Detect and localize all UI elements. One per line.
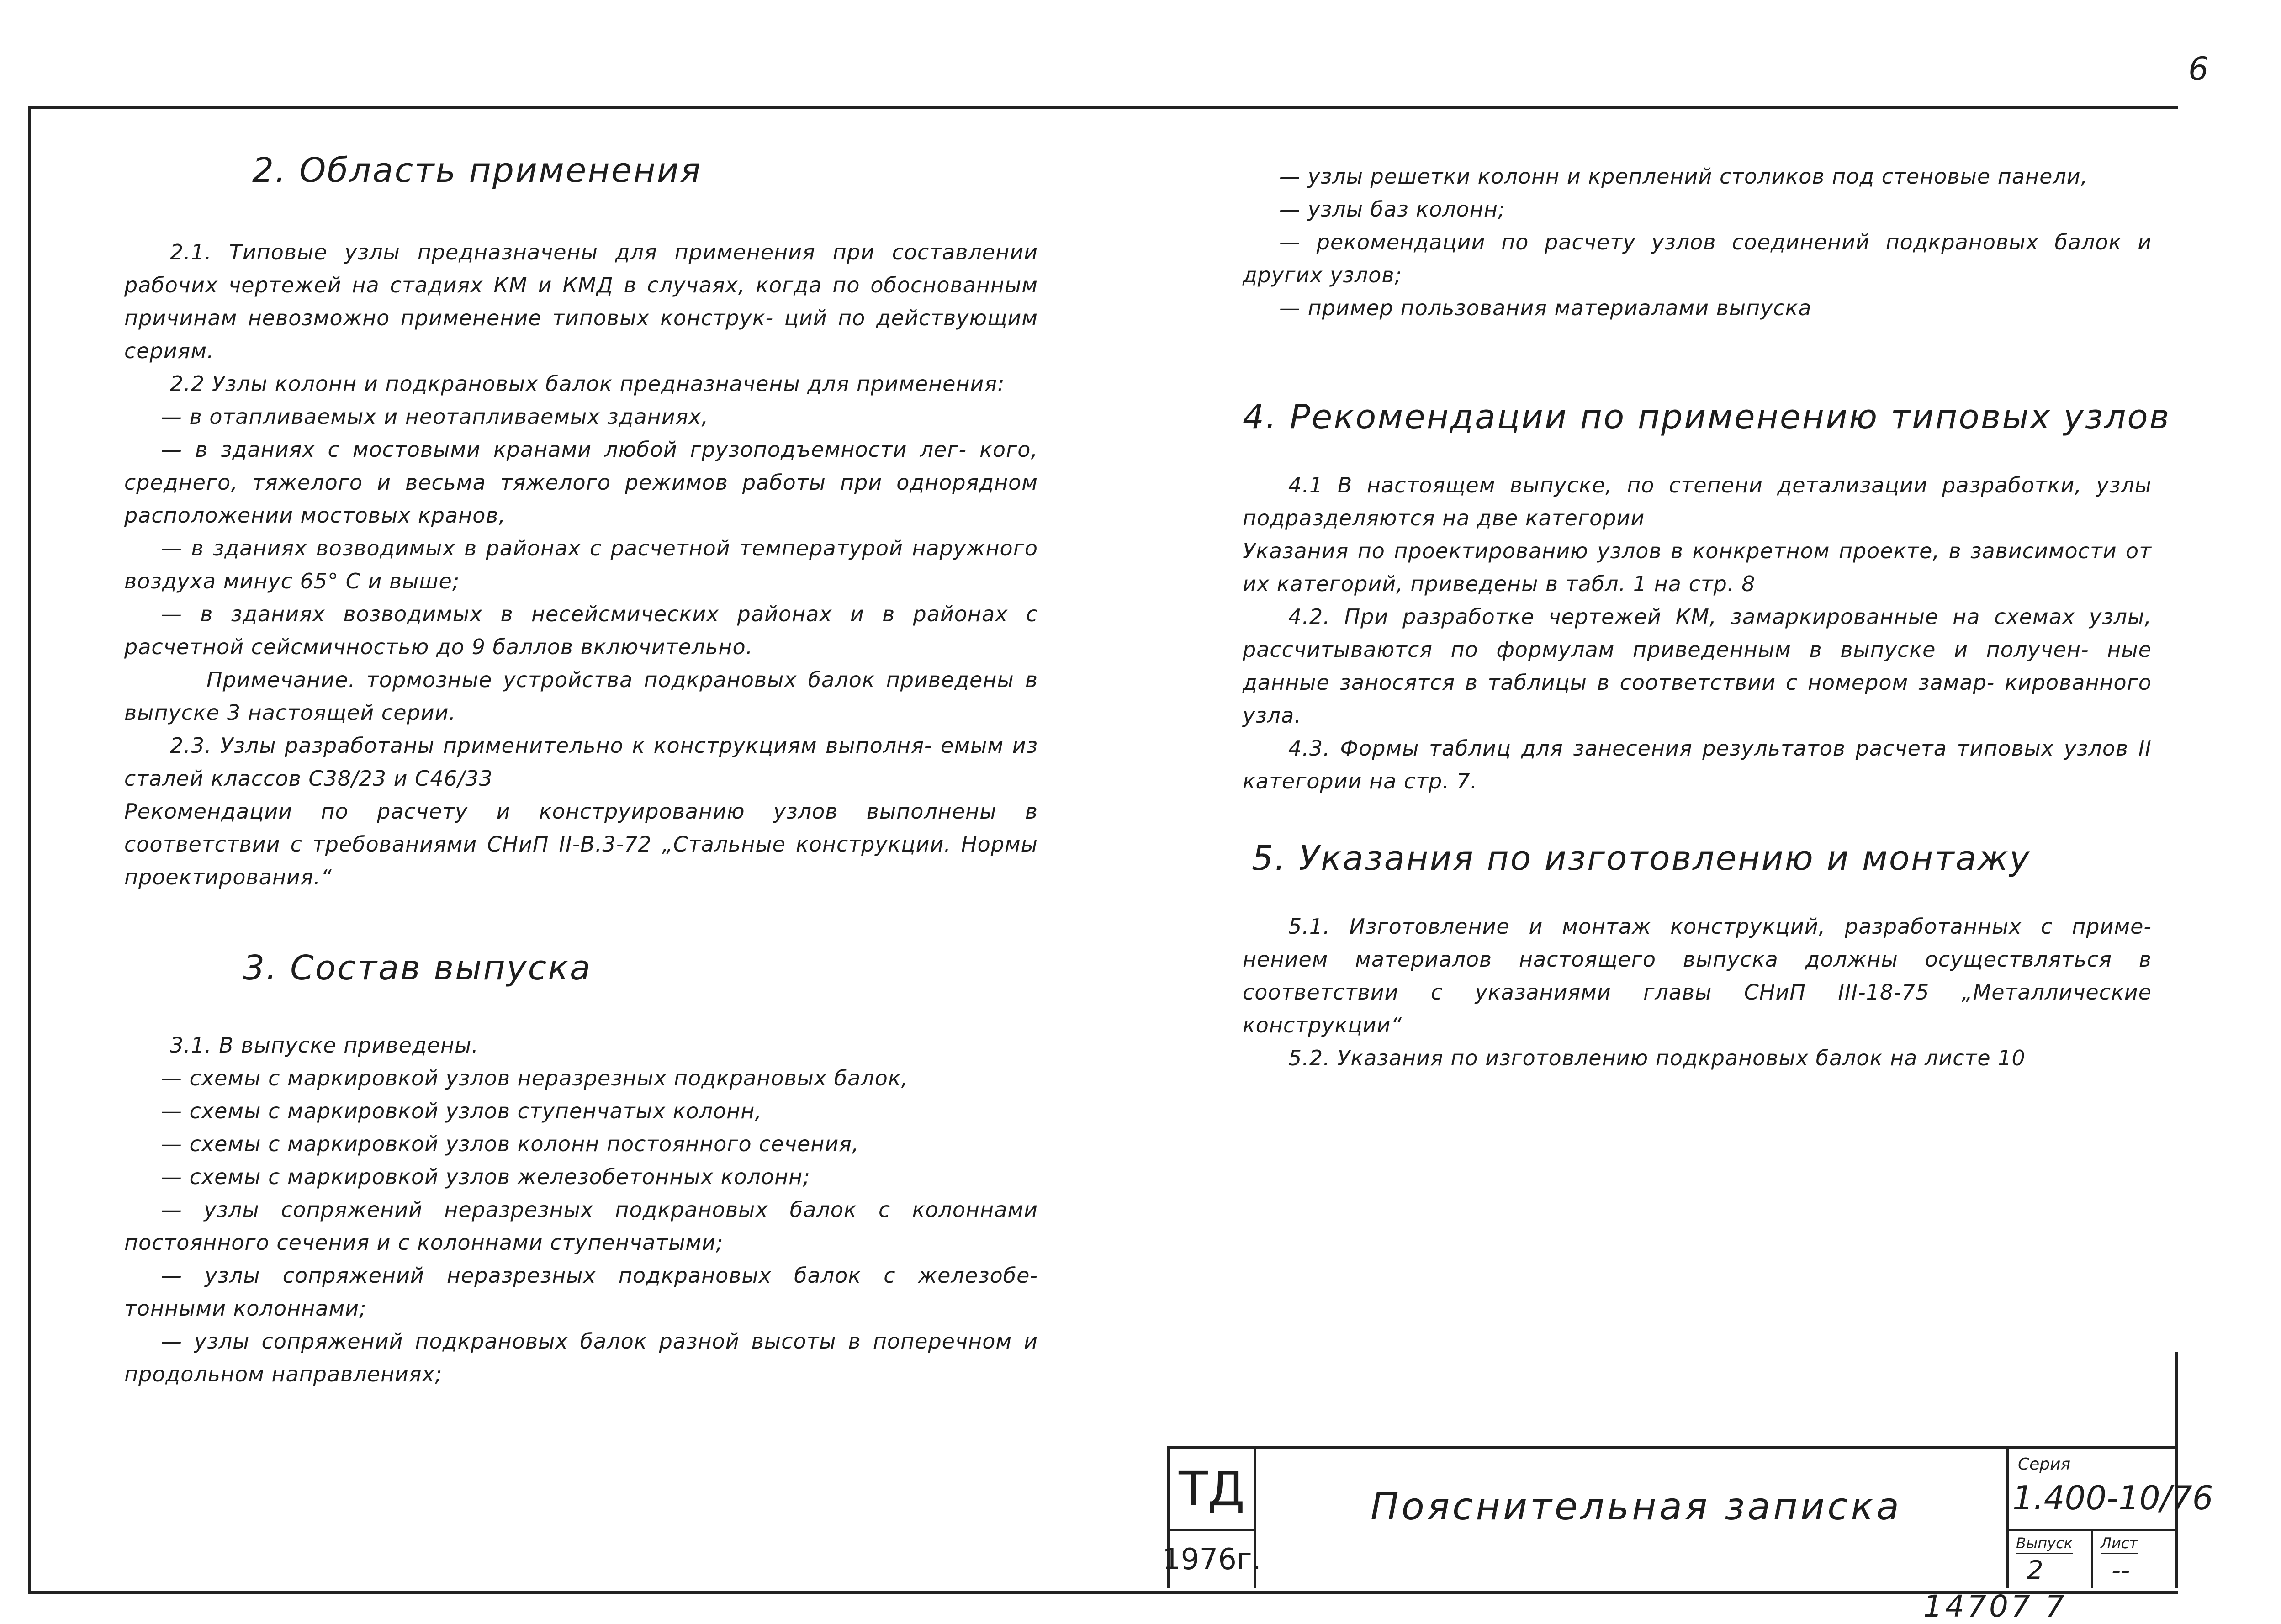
list-item: — в зданиях возводимых в несейсмических районах и в районах с расчетной сейсмичностью до 9 баллов включительно. bbox=[124, 602, 1038, 659]
issue-cell bbox=[2006, 1531, 2091, 1588]
list-item: — в отапливаемых и неотапливаемых зданиях, bbox=[161, 404, 709, 429]
paragraph-3-1: 3.1. В выпуске приведены. bbox=[170, 1033, 479, 1058]
list-item: — схемы с маркировкой узлов ступенчатых колонн, bbox=[161, 1099, 762, 1123]
right-column bbox=[1243, 160, 2171, 1074]
top-page-number: 6 bbox=[2188, 50, 2209, 88]
paragraph-2-2: 2.2 Узлы колонн и подкрановых балок предназначены для применения: bbox=[170, 371, 1005, 396]
frame-right-edge bbox=[2175, 1352, 2178, 1588]
recommendations-paragraph: Рекомендации по расчету и конструированию узлов выполнены в соответствии с требованиями СНиП II-В.3-72 „Стальные конструкции. Нормы проектирования.“ bbox=[124, 799, 1038, 889]
series-cell bbox=[2006, 1449, 2213, 1531]
list-item: — узлы сопряжений неразрезных подкрановых балок с железобе- тонными колоннами; bbox=[124, 1263, 1038, 1321]
list-item: — узлы решетки колонн и креплений столиков под стеновые панели, bbox=[1279, 164, 2088, 189]
paragraph-5-1: 5.1. Изготовление и монтаж конструкций, разработанных с приме- нением материалов настоящего выпуска должны осуществляться в соответствии с указаниями главы СНиП III-18-75 „Металлические конструкции“ bbox=[1243, 914, 2152, 1037]
list-item: — схемы с маркировкой узлов колонн постоянного сечения, bbox=[161, 1132, 859, 1156]
list-item: — узлы сопряжений неразрезных подкрановых балок с колоннами постоянного сечения и с колоннами ступенчатыми; bbox=[124, 1197, 1038, 1255]
sheet-value: -- bbox=[2112, 1555, 2130, 1585]
left-column bbox=[124, 151, 1038, 1391]
document-title: Пояснительная записка bbox=[1371, 1485, 1902, 1529]
paragraph-4-3: 4.3. Формы таблиц для занесения результатов расчета типовых узлов II категории на стр. 7. bbox=[1243, 736, 2152, 793]
series-value: 1.400-10/76 bbox=[2012, 1479, 2213, 1517]
section-3-heading: 3. Состав выпуска bbox=[243, 948, 592, 988]
paragraph-2-1: 2.1. Типовые узлы предназначены для применения при составлении рабочих чертежей на стадиях КМ и КМД в случаях, когда по обоснованным причинам невозможно применение типовых конструк- ций по действующим сериям. bbox=[124, 240, 1038, 363]
title-block-year: 1976г. bbox=[1170, 1531, 1256, 1588]
list-item: — пример пользования материалами выпуска bbox=[1279, 296, 1812, 320]
title-block-code: ТД bbox=[1170, 1449, 1256, 1531]
section-2-heading: 2. Область применения bbox=[252, 151, 702, 190]
paragraph-4-1: 4.1 В настоящем выпуске, по степени детализации разработки, узлы подразделяются на две категории bbox=[1243, 473, 2152, 530]
section-5-heading: 5. Указания по изготовлению и монтажу bbox=[1252, 839, 2031, 878]
list-item: — узлы сопряжений подкрановых балок разной высоты в поперечном и продольном направлениях; bbox=[124, 1329, 1038, 1386]
paragraph-2-3: 2.3. Узлы разработаны применительно к конструкциям выполня- емым из сталей классов С38/23 и С46/33 bbox=[124, 733, 1038, 791]
issue-label: Выпуск bbox=[2016, 1534, 2073, 1554]
inventory-number: 14707 7 bbox=[1923, 1589, 2067, 1624]
list-item: — узлы баз колонн; bbox=[1279, 197, 1506, 222]
list-item: — схемы с маркировкой узлов неразрезных подкрановых балок, bbox=[161, 1066, 909, 1090]
section-4-heading: 4. Рекомендации по применению типовых узлов bbox=[1243, 397, 2171, 437]
sheet-cell bbox=[2091, 1531, 2175, 1588]
list-item: — в зданиях возводимых в районах с расчетной температурой наружного воздуха минус 65° С и выше; bbox=[124, 536, 1038, 593]
list-item: — в зданиях с мостовыми кранами любой грузоподъемности лег- кого, среднего, тяжелого и весьма тяжелого режимов работы при однорядном расположении мостовых кранов, bbox=[124, 437, 1038, 528]
issue-value: 2 bbox=[2027, 1555, 2043, 1585]
list-item: — схемы с маркировкой узлов железобетонных колонн; bbox=[161, 1164, 810, 1189]
title-block bbox=[1162, 1446, 2213, 1588]
list-item: — рекомендации по расчету узлов соединений подкрановых балок и других узлов; bbox=[1243, 230, 2152, 287]
paragraph-5-2: 5.2. Указания по изготовлению подкрановых балок на листе 10 bbox=[1288, 1046, 2026, 1070]
sheet-label: Лист bbox=[2101, 1534, 2138, 1554]
paragraph-4-1-cont: Указания по проектированию узлов в конкретном проекте, в зависимости от их категорий, приведены в табл. 1 на стр. 8 bbox=[1243, 539, 2152, 596]
paragraph-4-2: 4.2. При разработке чертежей КМ, замаркированные на схемах узлы, рассчитываются по формулам приведенным в выпуске и получен- ные данные заносятся в таблицы в соответствии с номером замар- кированного узла. bbox=[1243, 604, 2152, 728]
series-label: Серия bbox=[2018, 1455, 2071, 1474]
note-paragraph: Примечание. тормозные устройства подкрановых балок приведены в выпуске 3 настоящей серии. bbox=[124, 667, 1038, 725]
